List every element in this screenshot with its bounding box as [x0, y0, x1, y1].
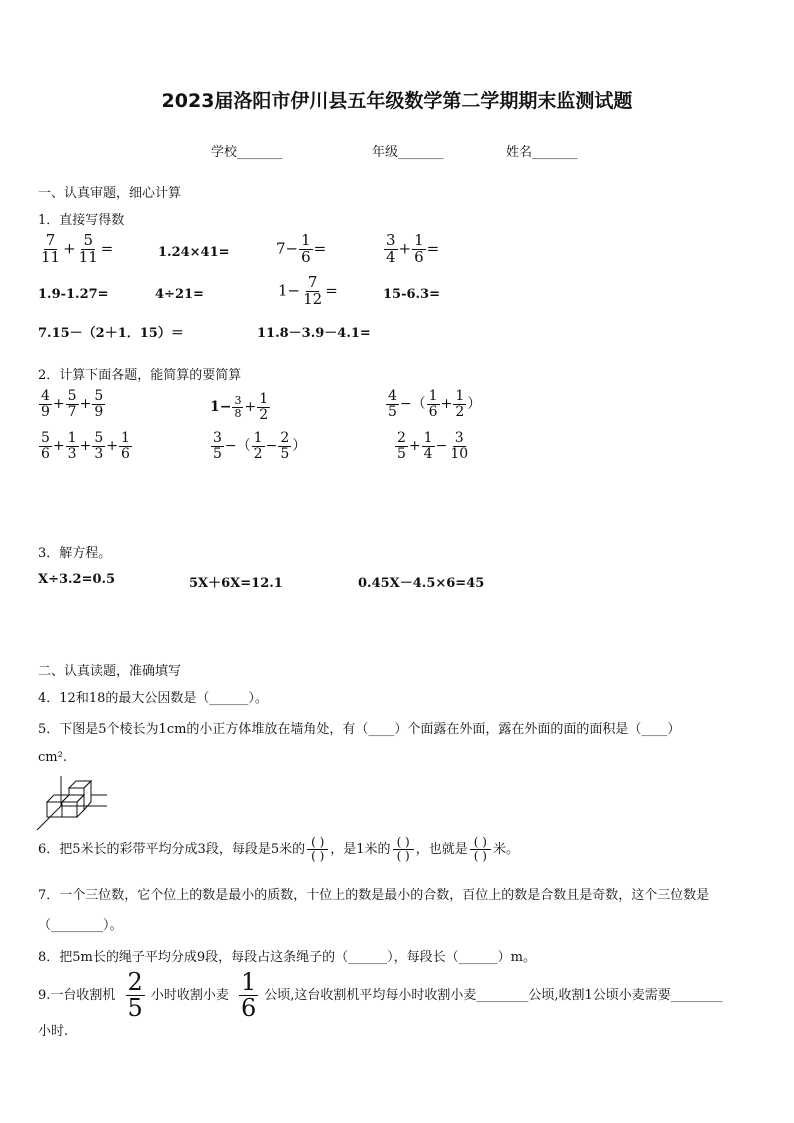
q1-label: 1．直接写得数 [38, 213, 125, 228]
q1-r3-a: 7.15－（2＋1．15）＝ [38, 326, 184, 341]
name-field: 姓名_______ [506, 145, 578, 160]
cube-back-front [69, 788, 84, 795]
q2-expr-3: $\frac{4}{5}$ −（ $\frac{1}{6}$ + $\frac{1}{2}$ ） [388, 388, 482, 420]
q1-r3-b: 11.8－3.9－4.1= [257, 326, 371, 341]
q6: 6．把5米长的彩带平均分成3段，每段是5米的 ( ) ( ) ，是1米的 ( ) ( ) ，也就是 ( ) ( ) 米。 [38, 835, 519, 864]
q1-r1-b: 1.24×41= [158, 245, 230, 260]
q7-line2: （________）。 [38, 918, 123, 933]
section1-heading: 一、认真审题，细心计算 [38, 186, 182, 201]
q2-expr-2: 1− $\frac{3}{8}$ + $\frac{1}{2}$ [210, 391, 269, 423]
school-field: 学校_______ [211, 145, 283, 160]
q1-r1-c: 7− $\frac{1}{6}$ = [276, 231, 327, 266]
grade-field: 年级_______ [372, 145, 444, 160]
q1-r2-b: 4÷21= [155, 287, 204, 302]
q1-r1-a: $\frac{7}{11}$ + $\frac{5}{11}$ = [41, 231, 114, 266]
q5-line2: cm². [38, 750, 67, 765]
q1-r1-d: $\frac{3}{4}$ + $\frac{1}{6}$ = [386, 231, 440, 266]
section2-heading: 二、认真读题，准确填写 [38, 664, 182, 679]
q2-expr-1: $\frac{4}{9}$ + $\frac{5}{7}$ + $\frac{5}{9}$ [41, 388, 104, 420]
q2-expr-5: $\frac{3}{5}$ −（ $\frac{1}{2}$ − $\frac{2}{5}$ ） [213, 430, 307, 462]
q1-r2-d: 15-6.3= [383, 287, 440, 302]
q1-r2-c: 1− $\frac{7}{12}$ = [278, 273, 338, 308]
q3-eq-c: 0.45X－4.5×6=45 [358, 576, 485, 591]
stacked-cubes-figure [33, 776, 111, 832]
q4: 4．12和18的最大公因数是（______）。 [38, 691, 268, 706]
q3-eq-b: 5X＋6X=12.1 [189, 576, 283, 591]
q2-expr-6: $\frac{2}{5}$ + $\frac{1}{4}$ − $\frac{3}{10}$ [397, 430, 469, 462]
q5-line1: 5．下图是5个棱长为1cm的小正方体堆放在墙角处，有（____）个面露在外面，露在外面的面的面积是（____） [38, 722, 681, 737]
cube-front-1 [47, 802, 62, 817]
q9: 9.一台收割机 $\frac{2}{5}$ 小时收割小麦 $\frac{1}{6}$ 公顷,这台收割机平均每小时收割小麦________公顷,收割1公顷小麦需要________ [38, 968, 723, 1023]
q3-eq-a: X÷3.2=0.5 [38, 572, 116, 587]
q8: 8．把5m长的绳子平均分成9段，每段占这条绳子的（______），每段长（______）m。 [38, 950, 536, 965]
cube-front-2 [62, 802, 77, 817]
q1-r2-a: 1.9-1.27= [38, 287, 109, 302]
q2-expr-4: $\frac{5}{6}$ + $\frac{1}{3}$ + $\frac{5}{3}$ + $\frac{1}{6}$ [41, 430, 130, 462]
q7-line1: 7．一个三位数，它个位上的数是最小的质数，十位上的数是最小的合数，百位上的数是合数且是奇数，这个三位数是 [38, 888, 710, 903]
q2-label: 2．计算下面各题，能简算的要简算 [38, 368, 242, 383]
wall-line-diagonal [37, 806, 61, 830]
page-title: 2023届洛阳市伊川县五年级数学第二学期期末监测试题 [161, 90, 633, 112]
q3-label: 3．解方程。 [38, 546, 112, 561]
q9-line2: 小时. [38, 1024, 69, 1039]
